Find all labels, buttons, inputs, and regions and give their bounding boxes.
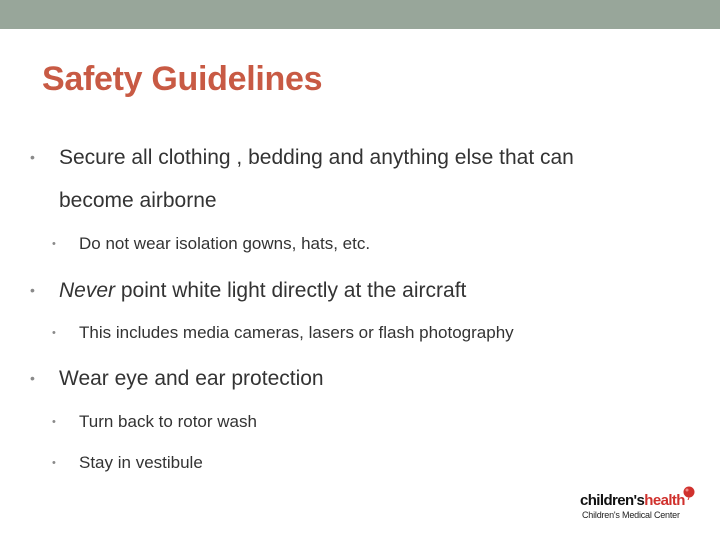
- bullet-level1: [30, 146, 574, 170]
- bullet-dot: •: [52, 327, 56, 339]
- bullet-dot: •: [30, 149, 35, 165]
- logo-subtitle: Children's Medical Center: [582, 510, 680, 520]
- slide-title: Safety Guidelines: [42, 60, 323, 98]
- bullet-dot: •: [52, 416, 56, 428]
- childrens-health-logo: [580, 486, 700, 528]
- bullet-dot: •: [52, 457, 56, 469]
- bullet-text: point white light directly at the aircraft: [115, 279, 467, 302]
- bullet-dot: •: [30, 282, 35, 298]
- bullet-level1: [30, 367, 324, 391]
- bullet-dot: •: [30, 370, 35, 386]
- bullet-level2: [52, 412, 257, 432]
- bullet-text: Wear eye and ear protection: [59, 367, 324, 390]
- logo-wordmark: [580, 492, 685, 509]
- bullet-continuation: become airborne: [59, 189, 217, 212]
- bullet-text: Turn back to rotor wash: [79, 412, 257, 431]
- logo-name-part1: children's: [580, 492, 645, 509]
- bullet-level1: [30, 279, 466, 303]
- top-band: [0, 0, 720, 29]
- bullet-text: Do not wear isolation gowns, hats, etc.: [79, 234, 371, 253]
- bullet-emphasis: Never: [59, 279, 116, 302]
- bullet-level2: [52, 453, 203, 473]
- bullet-dot: •: [52, 238, 56, 250]
- logo-name-part2: health: [644, 492, 685, 509]
- bullet-text: This includes media cameras, lasers or flash photography: [79, 323, 514, 342]
- bullet-level2: [52, 323, 514, 343]
- bullet-text: Secure all clothing , bedding and anything else that can: [59, 146, 574, 169]
- bullet-level2: [52, 234, 370, 254]
- bullet-text: Stay in vestibule: [79, 453, 203, 472]
